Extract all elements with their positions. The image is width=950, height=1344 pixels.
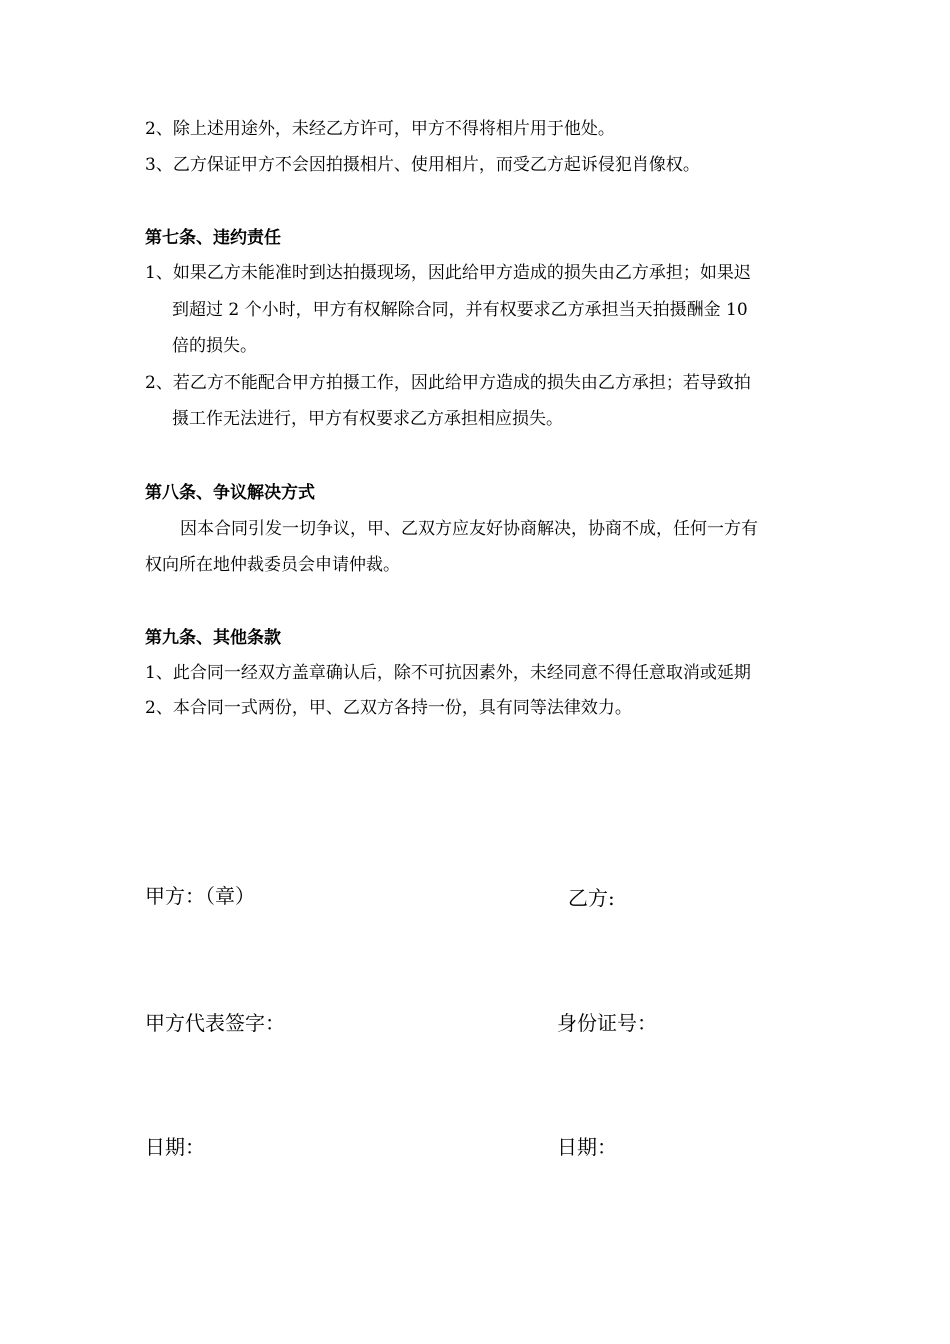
party-b-date-label: 日期： [557,1135,617,1159]
party-a-seal-label: 甲方：（章） [145,884,255,908]
article-7-item-1-line-1: 1、如果乙方未能准时到达拍摄现场，因此给甲方造成的损失由乙方承担；如果迟 [145,263,751,283]
party-b-label: 乙方: [568,886,615,910]
article-7-item-2-line-1: 2、若乙方不能配合甲方拍摄工作，因此给甲方造成的损失由乙方承担；若导致拍 [145,373,751,393]
party-a-date-label: 日期： [145,1135,205,1159]
clause-6-item-2: 2、除上述用途外，未经乙方许可，甲方不得将相片用于他处。 [145,119,615,139]
article-8-title: 第八条、争议解决方式 [145,483,315,503]
article-7-item-1-line-2: 到超过 2 个小时，甲方有权解除合同，并有权要求乙方承担当天拍摄酬金 10 [172,300,748,320]
clause-6-item-3: 3、乙方保证甲方不会因拍摄相片、使用相片，而受乙方起诉侵犯肖像权。 [145,155,700,175]
article-7-item-2-line-2: 摄工作无法进行，甲方有权要求乙方承担相应损失。 [172,409,563,429]
article-9-title: 第九条、其他条款 [145,628,281,648]
article-7-item-1-line-3: 倍的损失。 [172,336,257,356]
party-a-representative-label: 甲方代表签字： [145,1011,285,1035]
article-8-text-line-1: 因本合同引发一切争议，甲、乙双方应友好协商解决，协商不成，任何一方有 [180,519,758,539]
article-9-item-1: 1、此合同一经双方盖章确认后，除不可抗因素外，未经同意不得任意取消或延期 [145,663,751,683]
article-9-item-2: 2、本合同一式两份，甲、乙双方各持一份，具有同等法律效力。 [145,698,632,718]
id-number-label: 身份证号： [557,1011,657,1035]
article-8-text-line-2: 权向所在地仲裁委员会申请仲裁。 [145,555,400,575]
article-7-title: 第七条、违约责任 [145,228,281,248]
